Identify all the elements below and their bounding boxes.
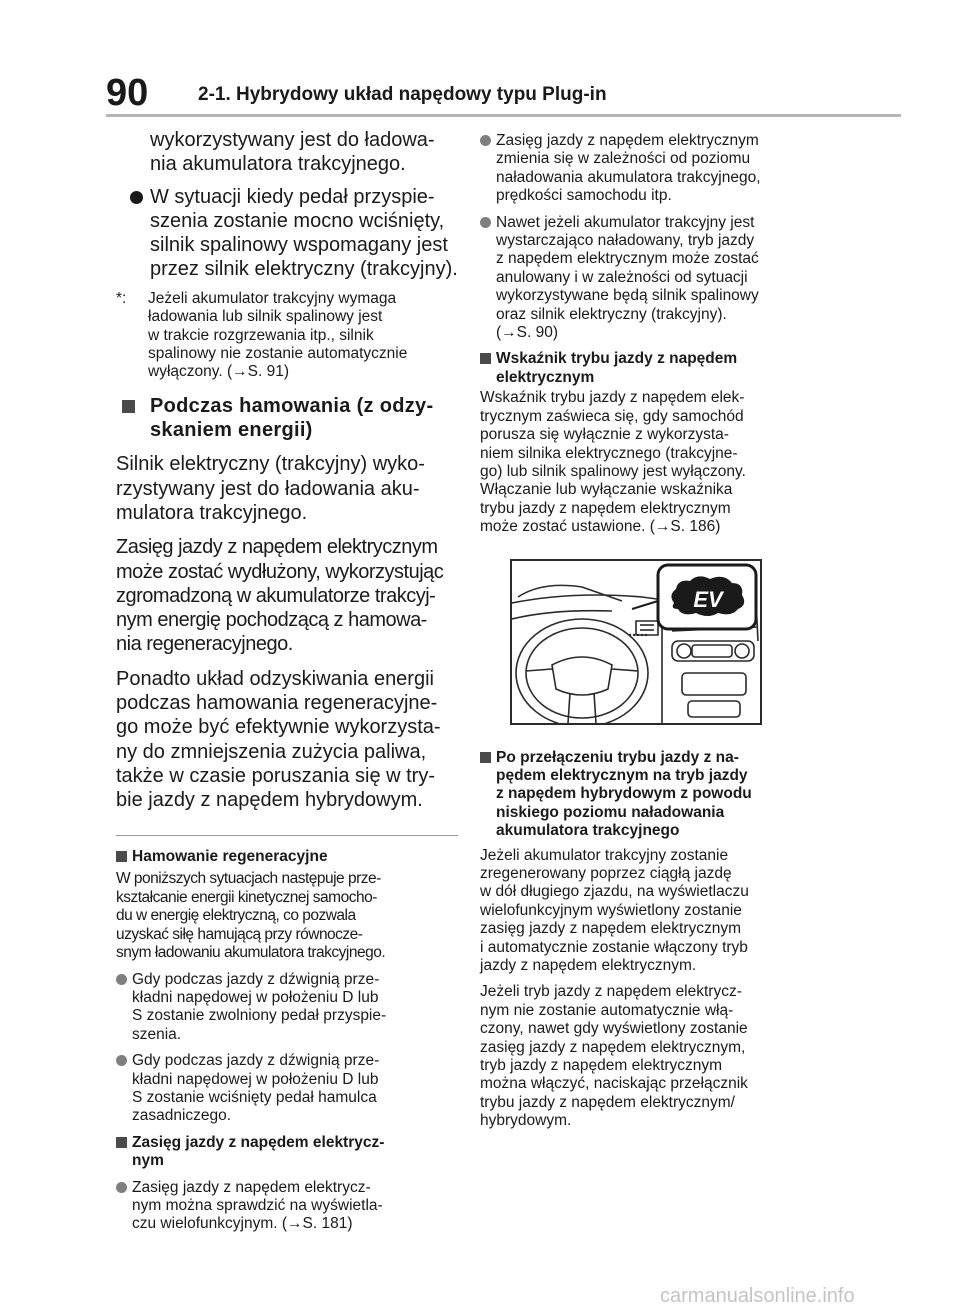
bullet-dot-icon — [116, 974, 127, 985]
dashboard-drawing — [512, 561, 760, 723]
paragraph: W poniższych sytuacjach następuje prze- kształcanie energii kinetycznej samocho- du w energię elektryczną, co pozwala uzyskać siłę hamującą przy równocze- snym ładowaniu akumulatora trakcyjnego. — [116, 870, 386, 962]
ev-indicator-illustration — [510, 559, 762, 725]
paragraph: Zasięg jazdy z napędem elektrycznym może zostać wydłużony, wykorzystując zgromadzoną w akumulatorze trakcyj- nym energię pochodzącą z hamowa- nia regeneracyjnego. — [116, 536, 444, 656]
bullet-item — [116, 1052, 458, 1126]
subsection-heading — [116, 1134, 458, 1171]
paragraph: Jeżeli tryb jazdy z napędem elektrycz- nym nie zostanie automatycznie włą- czony, nawet gdy wyświetlony zostanie zasięg jazdy z napędem elektrycznym, tryb jazdy z napędem elektrycznym można włączyć, naciskając przełącznik trybu jazdy z napędem elektrycznym/ hybrydowym. — [480, 983, 748, 1130]
square-bullet-icon — [116, 1137, 127, 1148]
bullet-text: Nawet jeżeli akumulator trakcyjny jest wystarczająco naładowany, tryb jazdy z napędem elektrycznym może zostać anulowany i w zależności od sytuacji wykorzystywane będą silnik spalinowy oraz silnik elektryczny (trakcyjny). (→S. 90) — [496, 213, 759, 342]
subsection-heading — [116, 848, 458, 866]
bullet-item — [116, 185, 458, 282]
section-heading-text: Podczas hamowania (z odzy- skaniem energii) — [150, 394, 434, 442]
footnote — [116, 290, 458, 382]
chapter-title: 2-1. Hybrydowy układ napędowy typu Plug-in — [198, 84, 607, 105]
subsection-heading — [480, 350, 802, 387]
bullet-dot-icon — [480, 135, 491, 146]
bullet-item — [116, 971, 458, 1045]
paragraph: Silnik elektryczny (trakcyjny) wyko- rzystywany jest do ładowania aku- mulatora trakcyjnego. — [116, 453, 425, 524]
ev-indicator-label: EV — [693, 586, 723, 612]
square-bullet-icon — [480, 353, 491, 364]
footnote-text: Jeżeli akumulator trakcyjny wymaga ładowania lub silnik spalinowy jest w trakcie rozgrzewania itp., silnik spalinowy nie zostanie automatycznie wyłączony. (→S. 91) — [148, 289, 408, 381]
bullet-item — [116, 1179, 458, 1234]
subsection-heading — [480, 749, 802, 841]
bullet-text: W sytuacji kiedy pedał przyspie- szenia zostanie mocno wciśnięty, silnik spalinowy wspomagany jest przez silnik elektryczny (trakcyjny). — [150, 185, 458, 281]
square-bullet-icon — [480, 752, 491, 763]
bullet-item — [480, 214, 802, 343]
left-column — [116, 128, 458, 1234]
bullet-text: Gdy podczas jazdy z dźwignią prze- kładni napędowej w położeniu D lub S zostanie wciśnięty pedał hamulca zasadniczego. — [132, 1052, 380, 1125]
bullet-dot-icon — [116, 1055, 127, 1066]
page-number: 90 — [106, 72, 149, 114]
paragraph: Jeżeli akumulator trakcyjny zostanie zregenerowany poprzez ciągłą jazdę w dół długiego zjazdu, na wyświetlaczu wielofunkcyjnym wyświetlony zostanie zasięg jazdy z napędem elektrycznym i automatycznie zostanie włączony tryb jazdy z napędem elektrycznym. — [480, 846, 749, 974]
square-bullet-icon — [122, 400, 135, 413]
section-divider — [116, 835, 458, 837]
bullet-dot-icon — [116, 1182, 127, 1193]
bullet-item — [480, 132, 802, 206]
site-watermark: carmanualsonline.info — [660, 1285, 855, 1307]
paragraph: Wskaźnik trybu jazdy z napędem elek- trycznym zaświeca się, gdy samochód porusza się wyłącznie z wykorzysta- niem silnika elektrycznego (trakcyjne- go) lub silnik spalinowy jest wyłączony. Włączanie lub wyłączanie wskaźnika trybu jazdy z napędem elektrycznym może zostać ustawione. (→S. 186) — [480, 389, 746, 536]
subsection-heading-text: Zasięg jazdy z napędem elektrycz- nym — [132, 1133, 385, 1170]
subsection-heading-text: Hamowanie regeneracyjne — [132, 848, 328, 866]
subsection-heading-text: Po przełączeniu trybu jazdy z na- pędem elektrycznym na tryb jazdy z napędem hybrydowym z powodu niskiego poziomu naładowania akumulatora trakcyjnego — [496, 748, 752, 840]
right-column — [480, 128, 802, 1131]
bullet-dot-icon — [480, 217, 491, 228]
page-header — [0, 0, 960, 118]
square-bullet-icon — [116, 851, 127, 862]
continued-text: wykorzystywany jest do ładowa- nia akumulatora trakcyjnego. — [150, 129, 435, 176]
bullet-text: Zasięg jazdy z napędem elektrycznym zmienia się w zależności od poziomu naładowania akumulatora trakcyjnego, prędkości samochodu itp. — [496, 132, 761, 205]
section-heading — [116, 394, 458, 443]
bullet-dot-icon — [130, 191, 143, 204]
bullet-text: Gdy podczas jazdy z dźwignią prze- kładni napędowej w położeniu D lub S zostanie zwolniony pedał przyspie- szenia. — [132, 970, 387, 1043]
paragraph: Ponadto układ odzyskiwania energii podczas hamowania regeneracyjne- go może być efektywnie wykorzysta- ny do zmniejszenia zużycia paliwa, także w czasie poruszania się w try- bie jazdy z napędem hybrydowym. — [116, 667, 441, 812]
bullet-text: Zasięg jazdy z napędem elektrycz- nym można sprawdzić na wyświetla- czu wielofunkcyjnym. (→S. 181) — [132, 1178, 383, 1233]
footnote-mark: *: — [116, 289, 127, 307]
header-rule — [106, 114, 901, 117]
subsection-heading-text: Wskaźnik trybu jazdy z napędem elektrycznym — [496, 350, 738, 386]
